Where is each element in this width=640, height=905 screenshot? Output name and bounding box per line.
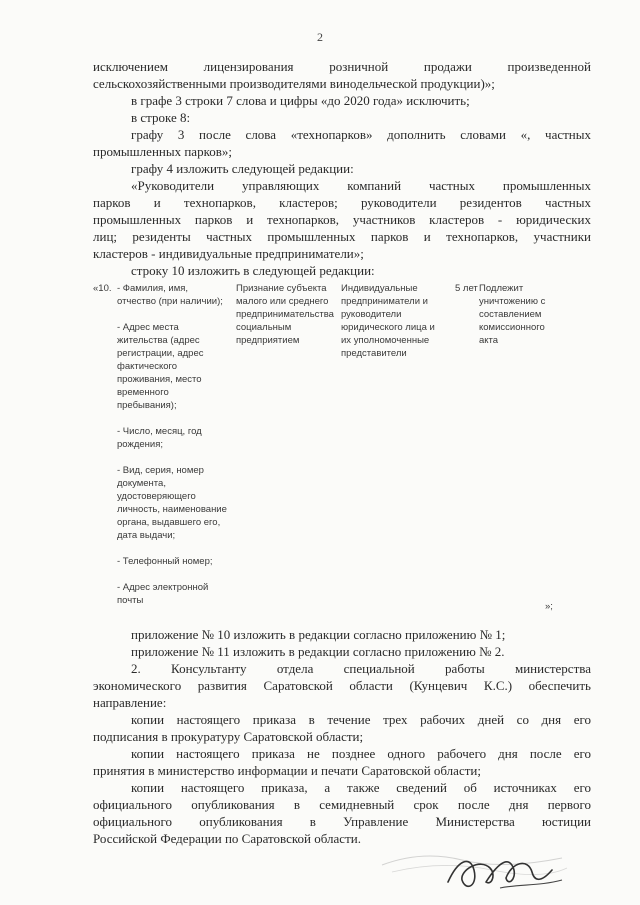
text-line: официального опубликования в Управление Министерства юстиции xyxy=(93,814,591,829)
signature xyxy=(440,840,570,900)
page-number: 2 xyxy=(317,30,323,44)
row-number: «10. xyxy=(93,283,112,294)
field-item: - Телефонный номер; xyxy=(117,556,213,567)
text-line: копии настоящего приказа не позднее одного рабочего дня после его xyxy=(131,746,591,761)
text-line: «Руководители управляющих компаний частных промышленных xyxy=(131,178,591,193)
text-line: направление: xyxy=(93,695,167,710)
text-line: экономического развития Саратовской области (Кунцевич К.С.) обеспечить xyxy=(93,678,591,693)
closing-quote: »; xyxy=(545,601,553,612)
text-line: промышленных парков»; xyxy=(93,144,232,159)
field-item: - Число, месяц, год рождения; xyxy=(117,426,202,450)
text-line: копии настоящего приказа, а также сведений об источниках его xyxy=(131,780,591,795)
text-line: исключением лицензирования розничной продажи произведенной xyxy=(93,59,591,74)
text-line: графу 3 после слова «технопарков» дополнить словами «, частных xyxy=(131,127,591,142)
text-line: промышленных парков и технопарков, участников кластеров - юридических xyxy=(93,212,591,227)
personal-data-column xyxy=(117,282,227,620)
text-line: кластеров - индивидуальные предприниматели»; xyxy=(93,246,364,261)
text-line: копии настоящего приказа в течение трех рабочих дней со дня его xyxy=(131,712,591,727)
text-block-bottom xyxy=(93,626,591,847)
text-line: строку 10 изложить в следующей редакции: xyxy=(131,263,375,278)
text-line: 2. Консультанту отдела специальной работы министерства xyxy=(131,661,591,676)
field-item: - Фамилия, имя, отчество (при наличии); xyxy=(117,283,223,307)
text-line: сельскохозяйственными производителями винодельческой продукции)»; xyxy=(93,76,495,91)
text-line: принятия в министерство информации и печати Саратовской области; xyxy=(93,763,481,778)
row-10-table xyxy=(93,282,593,612)
field-item: - Вид, серия, номер документа, удостоверяющего личность, наименование органа, выдавшего его, дата выдачи; xyxy=(117,465,227,541)
retention-column: 5 лет xyxy=(455,283,478,294)
field-item: - Адрес места жительства (адрес регистрации, адрес фактического проживания, место временного пребывания); xyxy=(117,322,204,411)
text-line: лиц; резиденты частных промышленных парков и технопарков, участники xyxy=(93,229,591,244)
text-line: парков и технопарков, кластеров; руководители резидентов частных xyxy=(93,195,591,210)
text-line: в строке 8: xyxy=(131,110,191,125)
text-line: в графе 3 строки 7 слова и цифры «до 2020 года» исключить; xyxy=(131,93,470,108)
text-line: приложение № 10 изложить в редакции согласно приложению № 1; xyxy=(131,627,506,642)
disposal-column: Подлежит уничтожению с составлением комиссионного акта xyxy=(479,283,546,346)
field-item: - Адрес электронной почты xyxy=(117,582,209,606)
text-line: официального опубликования в семидневный срок после дня первого xyxy=(93,797,591,812)
text-line: приложение № 11 изложить в редакции согласно приложению № 2. xyxy=(131,644,505,659)
text-block-top xyxy=(93,58,591,279)
text-line: подписания в прокуратуру Саратовской области; xyxy=(93,729,364,744)
subjects-column: Индивидуальные предприниматели и руководители юридического лица и их уполномоченные представители xyxy=(341,283,435,359)
text-line: графу 4 изложить следующей редакции: xyxy=(131,161,354,176)
text-line: Российской Федерации по Саратовской области. xyxy=(93,831,361,846)
purpose-column: Признание субъекта малого или среднего предпринимательства социальным предприятием xyxy=(236,283,334,346)
